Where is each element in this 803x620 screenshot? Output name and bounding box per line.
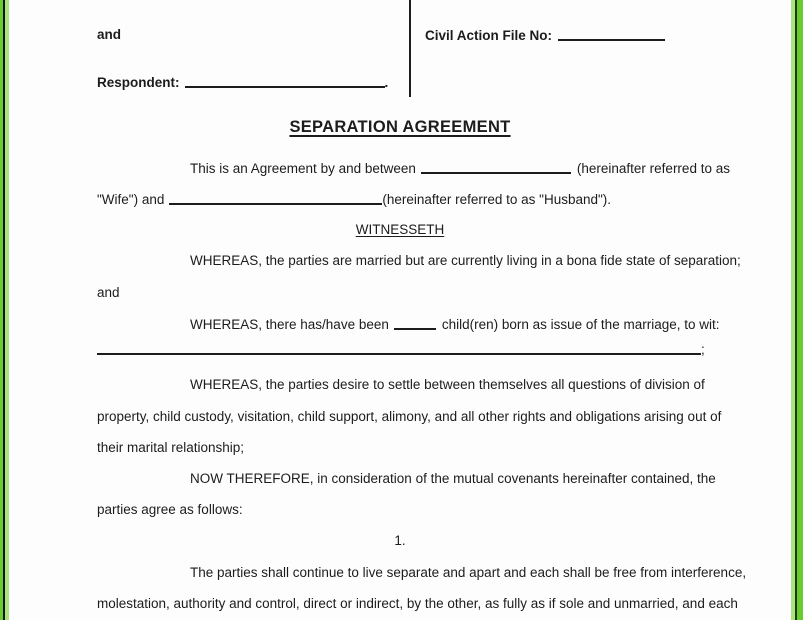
- intro-line-2: [97, 191, 611, 207]
- respondent-line: [97, 74, 388, 90]
- title-row: [10, 120, 790, 135]
- children-count-blank: [394, 316, 436, 330]
- intro-line2-tail: (hereinafter referred to as "Husband").: [382, 192, 612, 207]
- caption-vertical-divider: [409, 0, 411, 97]
- right-green-border: [790, 0, 803, 620]
- section-1-line2: molestation, authority and control, direct or indirect, by the other, as fully as if sole and unmarried, and each: [97, 596, 738, 611]
- husband-name-blank: [169, 191, 382, 205]
- children-line-semicolon: ;: [701, 342, 705, 357]
- left-green-border: [0, 0, 10, 620]
- children-names-blank: [97, 341, 701, 355]
- intro-line1-tail: (hereinafter referred to as: [576, 161, 730, 176]
- whereas-married-line2: and: [97, 285, 120, 300]
- whereas-children-line: [190, 316, 719, 332]
- whereas-married-line1: WHEREAS, the parties are married but are currently living in a bona fide state of separation;: [190, 253, 741, 268]
- intro-line-1: [190, 160, 730, 176]
- witnesseth-heading: WITNESSETH: [355, 222, 445, 237]
- respondent-blank: [185, 74, 385, 88]
- wife-name-blank: [421, 160, 571, 174]
- respondent-label: Respondent:: [97, 75, 180, 90]
- intro-line1-text: This is an Agreement by and between: [190, 161, 416, 176]
- whereas-settle-line2: property, child custody, visitation, child support, alimony, and all other rights and obligations arising out of: [97, 409, 722, 424]
- now-therefore-line2: parties agree as follows:: [97, 502, 243, 517]
- caption-and-label: and: [97, 27, 122, 42]
- now-therefore-line1: NOW THEREFORE, in consideration of the mutual covenants hereinafter contained, the: [190, 471, 716, 486]
- intro-line2-text: "Wife") and: [97, 192, 165, 207]
- children-names-line: [97, 341, 705, 357]
- whereas-children-tail: child(ren) born as issue of the marriage, to wit:: [441, 317, 720, 332]
- section-1-number: 1.: [394, 533, 406, 548]
- civil-action-label: Civil Action File No:: [425, 28, 553, 43]
- respondent-period: .: [384, 75, 389, 90]
- civil-action-blank: [558, 27, 665, 41]
- whereas-children-text: WHEREAS, there has/have been: [190, 317, 389, 332]
- civil-action-line: [425, 27, 665, 43]
- witnesseth-row: [10, 222, 790, 237]
- whereas-settle-line1: WHEREAS, the parties desire to settle between themselves all questions of division of: [190, 377, 705, 392]
- page-title: SEPARATION AGREEMENT: [289, 118, 511, 136]
- section-1-line1: The parties shall continue to live separate and apart and each shall be free from interference,: [190, 565, 747, 580]
- whereas-settle-line3: their marital relationship;: [97, 440, 245, 455]
